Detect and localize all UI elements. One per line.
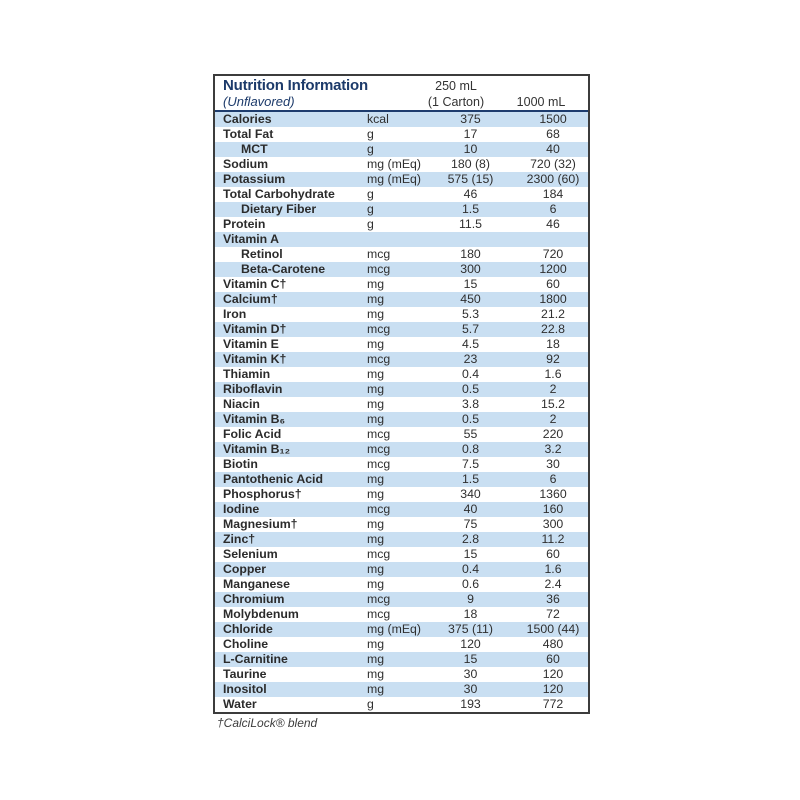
nutrient-name: L-Carnitine <box>223 652 288 666</box>
nutrient-unit: mg <box>367 667 385 681</box>
value-1000ml: 6 <box>549 472 557 486</box>
value-1000ml: 22.8 <box>541 322 565 336</box>
nutrient-name: Taurine <box>223 667 267 681</box>
table-row <box>215 367 588 382</box>
nutrient-unit: mg <box>367 382 385 396</box>
nutrient-name: Vitamin E <box>223 337 279 351</box>
nutrient-name: Retinol <box>241 247 283 261</box>
nutrient-name: Calcium† <box>223 292 278 306</box>
value-250ml: 11.5 <box>458 217 483 231</box>
nutrient-unit: mg <box>367 277 385 291</box>
nutrient-unit: mg <box>367 487 385 501</box>
nutrient-name: Vitamin D† <box>223 322 287 336</box>
value-1000ml: 1800 <box>539 292 567 306</box>
table-row <box>215 217 588 232</box>
value-1000ml: 120 <box>542 682 564 696</box>
value-250ml: 1.5 <box>461 472 480 486</box>
nutrient-name: Chromium <box>223 592 285 606</box>
value-250ml: 0.4 <box>461 562 480 576</box>
table-subtitle: (Unflavored) <box>223 94 295 109</box>
nutrient-unit: mg (mEq) <box>367 172 421 186</box>
table-row <box>215 577 588 592</box>
table-row <box>215 157 588 172</box>
nutrient-unit: mcg <box>367 352 391 366</box>
value-1000ml: 60 <box>546 277 560 291</box>
nutrient-unit: mg <box>367 682 385 696</box>
table-row <box>215 322 588 337</box>
nutrient-name: Pantothenic Acid <box>223 472 323 486</box>
value-1000ml: 1200 <box>539 262 567 276</box>
table-row <box>215 247 588 262</box>
value-1000ml: 220 <box>542 427 564 441</box>
value-250ml: 0.8 <box>461 442 480 456</box>
nutrient-unit: mg <box>367 517 385 531</box>
column-header-1000ml-line1: 1000 mL <box>516 95 566 109</box>
value-250ml: 1.5 <box>461 202 480 216</box>
nutrient-unit: mg <box>367 367 385 381</box>
nutrient-name: MCT <box>241 142 268 156</box>
nutrient-name: Choline <box>223 637 269 651</box>
value-1000ml: 1360 <box>539 487 567 501</box>
nutrient-unit <box>367 232 423 247</box>
nutrient-name: Phosphorus† <box>223 487 302 501</box>
value-1000ml: 18 <box>546 337 560 351</box>
value-1000ml: 1500 <box>539 112 567 126</box>
value-1000ml: 46 <box>546 217 560 231</box>
value-250ml: 0.5 <box>461 412 480 426</box>
table-title-block <box>223 77 368 110</box>
column-header-250ml-line1: 250 mL <box>435 79 477 93</box>
value-250ml: 30 <box>463 682 478 696</box>
nutrient-name: Vitamin B₁₂ <box>223 442 291 456</box>
nutrient-name: Beta-Carotene <box>241 262 326 276</box>
table-row <box>215 187 588 202</box>
value-250ml: 340 <box>460 487 481 501</box>
nutrient-unit: mcg <box>367 592 391 606</box>
value-250ml: 193 <box>460 697 481 711</box>
value-250ml: 2.8 <box>461 532 480 546</box>
value-1000ml: 60 <box>546 547 560 561</box>
nutrient-unit: mg <box>367 472 385 486</box>
value-250ml: 0.6 <box>461 577 480 591</box>
nutrient-unit: mg <box>367 412 385 426</box>
table-row <box>215 637 588 652</box>
value-250ml: 120 <box>460 637 481 651</box>
table-row <box>215 457 588 472</box>
value-1000ml: 2.4 <box>544 577 562 591</box>
nutrient-unit: g <box>367 202 374 216</box>
nutrient-unit: mcg <box>367 457 391 471</box>
nutrient-unit: mg <box>367 562 385 576</box>
value-250ml: 3.8 <box>461 397 480 411</box>
value-1000ml: 1.6 <box>544 562 562 576</box>
table-body <box>215 112 588 712</box>
table-row <box>215 412 588 427</box>
nutrient-name: Potassium <box>223 172 286 186</box>
nutrient-unit: mcg <box>367 442 391 456</box>
value-250ml: 9 <box>467 592 474 606</box>
value-250ml <box>423 232 518 247</box>
value-250ml: 15 <box>463 277 478 291</box>
nutrient-name: Iodine <box>223 502 260 516</box>
value-1000ml: 120 <box>542 667 564 681</box>
nutrient-unit: mcg <box>367 247 391 261</box>
nutrient-name: Vitamin C† <box>223 277 287 291</box>
value-1000ml: 184 <box>542 187 564 201</box>
value-250ml: 300 <box>460 262 481 276</box>
nutrient-unit: mg <box>367 532 385 546</box>
value-1000ml: 720 <box>542 247 564 261</box>
nutrient-name: Niacin <box>223 397 260 411</box>
nutrient-unit: mg <box>367 577 385 591</box>
value-1000ml: 2300 (60) <box>526 172 580 186</box>
value-250ml: 575 (15) <box>447 172 494 186</box>
nutrient-name: Manganese <box>223 577 290 591</box>
nutrient-unit: mg <box>367 652 385 666</box>
value-250ml: 40 <box>463 502 478 516</box>
table-title: Nutrition Information <box>223 77 368 94</box>
nutrient-name: Calories <box>223 112 272 126</box>
table-row <box>215 382 588 397</box>
value-250ml: 5.3 <box>461 307 480 321</box>
table-row <box>215 517 588 532</box>
value-250ml: 375 <box>460 112 481 126</box>
table-row <box>215 427 588 442</box>
nutrient-name: Total Fat <box>223 127 274 141</box>
value-1000ml: 60 <box>546 652 560 666</box>
value-250ml: 46 <box>463 187 478 201</box>
nutrient-name: Chloride <box>223 622 273 636</box>
value-250ml: 55 <box>463 427 478 441</box>
value-250ml: 180 <box>460 247 481 261</box>
nutrient-name: Vitamin B₆ <box>223 412 286 426</box>
value-1000ml: 772 <box>542 697 564 711</box>
value-250ml: 7.5 <box>461 457 480 471</box>
table-row <box>215 472 588 487</box>
value-250ml: 18 <box>463 607 478 621</box>
table-row <box>215 112 588 127</box>
value-250ml: 10 <box>463 142 478 156</box>
nutrient-unit: mcg <box>367 427 391 441</box>
nutrient-unit: g <box>367 187 374 201</box>
nutrient-unit: g <box>367 217 374 231</box>
column-header-250ml <box>401 78 511 110</box>
value-250ml: 0.5 <box>461 382 480 396</box>
nutrient-name: Biotin <box>223 457 258 471</box>
nutrient-unit: mg <box>367 637 385 651</box>
nutrient-unit: mg (mEq) <box>367 157 421 171</box>
nutrient-name: Total Carbohydrate <box>223 187 335 201</box>
value-250ml: 23 <box>463 352 478 366</box>
nutrient-unit: mcg <box>367 262 391 276</box>
table-row <box>215 487 588 502</box>
table-header <box>215 76 588 112</box>
value-1000ml: 36 <box>546 592 560 606</box>
nutrient-unit: mg <box>367 337 385 351</box>
table-row <box>215 592 588 607</box>
value-250ml: 180 (8) <box>451 157 490 171</box>
nutrient-name: Molybdenum <box>223 607 299 621</box>
value-1000ml: 6 <box>549 202 557 216</box>
nutrient-unit: mg (mEq) <box>367 622 421 636</box>
nutrient-unit: mcg <box>367 607 391 621</box>
table-row <box>215 622 588 637</box>
table-row <box>215 502 588 517</box>
value-1000ml: 1500 (44) <box>526 622 580 636</box>
nutrient-unit: mg <box>367 292 385 306</box>
nutrient-name: Zinc† <box>223 532 256 546</box>
value-1000ml: 72 <box>546 607 560 621</box>
table-row <box>215 667 588 682</box>
nutrient-unit: mcg <box>367 547 391 561</box>
footnote: †CalciLock® blend <box>217 716 318 730</box>
value-250ml: 0.4 <box>461 367 480 381</box>
value-250ml: 4.5 <box>461 337 480 351</box>
nutrient-name: Water <box>223 697 257 711</box>
table-row <box>215 697 588 712</box>
value-250ml: 75 <box>463 517 478 531</box>
nutrient-unit: mcg <box>367 322 391 336</box>
nutrient-name: Magnesium† <box>223 517 298 531</box>
table-row <box>215 682 588 697</box>
table-row <box>215 127 588 142</box>
nutrition-table <box>213 74 590 714</box>
table-row <box>215 547 588 562</box>
nutrient-name: Riboflavin <box>223 382 283 396</box>
nutrient-unit: mcg <box>367 502 391 516</box>
table-row <box>215 172 588 187</box>
nutrient-name: Dietary Fiber <box>241 202 317 216</box>
value-250ml: 30 <box>463 667 478 681</box>
value-1000ml: 1.6 <box>544 367 562 381</box>
table-row <box>215 442 588 457</box>
table-row <box>215 202 588 217</box>
table-row <box>215 532 588 547</box>
value-1000ml: 68 <box>546 127 560 141</box>
nutrient-name: Vitamin A <box>223 232 280 246</box>
value-1000ml: 21.2 <box>541 307 565 321</box>
table-row <box>215 262 588 277</box>
value-1000ml: 92 <box>546 352 560 366</box>
table-row <box>215 292 588 307</box>
nutrient-name: Iron <box>223 307 247 321</box>
nutrient-name: Vitamin K† <box>223 352 287 366</box>
nutrient-unit: g <box>367 697 374 711</box>
nutrient-unit: g <box>367 127 374 141</box>
value-250ml: 5.7 <box>461 322 480 336</box>
value-1000ml <box>518 232 588 247</box>
table-row <box>215 562 588 577</box>
value-250ml: 450 <box>460 292 481 306</box>
value-1000ml: 2 <box>549 412 557 426</box>
nutrient-unit: mg <box>367 397 385 411</box>
nutrient-unit: kcal <box>367 112 389 126</box>
value-1000ml: 720 (32) <box>530 157 576 171</box>
value-1000ml: 15.2 <box>541 397 565 411</box>
value-1000ml: 11.2 <box>541 532 565 546</box>
table-row <box>215 352 588 367</box>
value-250ml: 15 <box>463 547 478 561</box>
nutrient-name: Folic Acid <box>223 427 282 441</box>
nutrient-name: Protein <box>223 217 266 231</box>
table-row <box>215 277 588 292</box>
nutrient-name: Selenium <box>223 547 278 561</box>
nutrient-name: Copper <box>223 562 267 576</box>
value-250ml: 375 (11) <box>448 622 493 636</box>
column-header-1000ml <box>497 94 585 110</box>
table-row <box>215 307 588 322</box>
table-row <box>215 337 588 352</box>
table-row <box>215 397 588 412</box>
table-row <box>215 142 588 157</box>
value-1000ml: 300 <box>542 517 564 531</box>
nutrient-unit: mg <box>367 307 385 321</box>
column-header-250ml-line2: (1 Carton) <box>427 95 485 109</box>
nutrient-name: Sodium <box>223 157 269 171</box>
table-row <box>215 232 588 247</box>
value-1000ml: 2 <box>549 382 557 396</box>
value-1000ml: 40 <box>546 142 560 156</box>
value-1000ml: 160 <box>542 502 564 516</box>
nutrient-unit: g <box>367 142 374 156</box>
table-row <box>215 652 588 667</box>
nutrient-name: Inositol <box>223 682 267 696</box>
value-1000ml: 30 <box>546 457 560 471</box>
table-row <box>215 607 588 622</box>
nutrient-name: Thiamin <box>223 367 271 381</box>
value-250ml: 17 <box>463 127 478 141</box>
value-1000ml: 3.2 <box>544 442 562 456</box>
value-250ml: 15 <box>463 652 478 666</box>
value-1000ml: 480 <box>542 637 564 651</box>
